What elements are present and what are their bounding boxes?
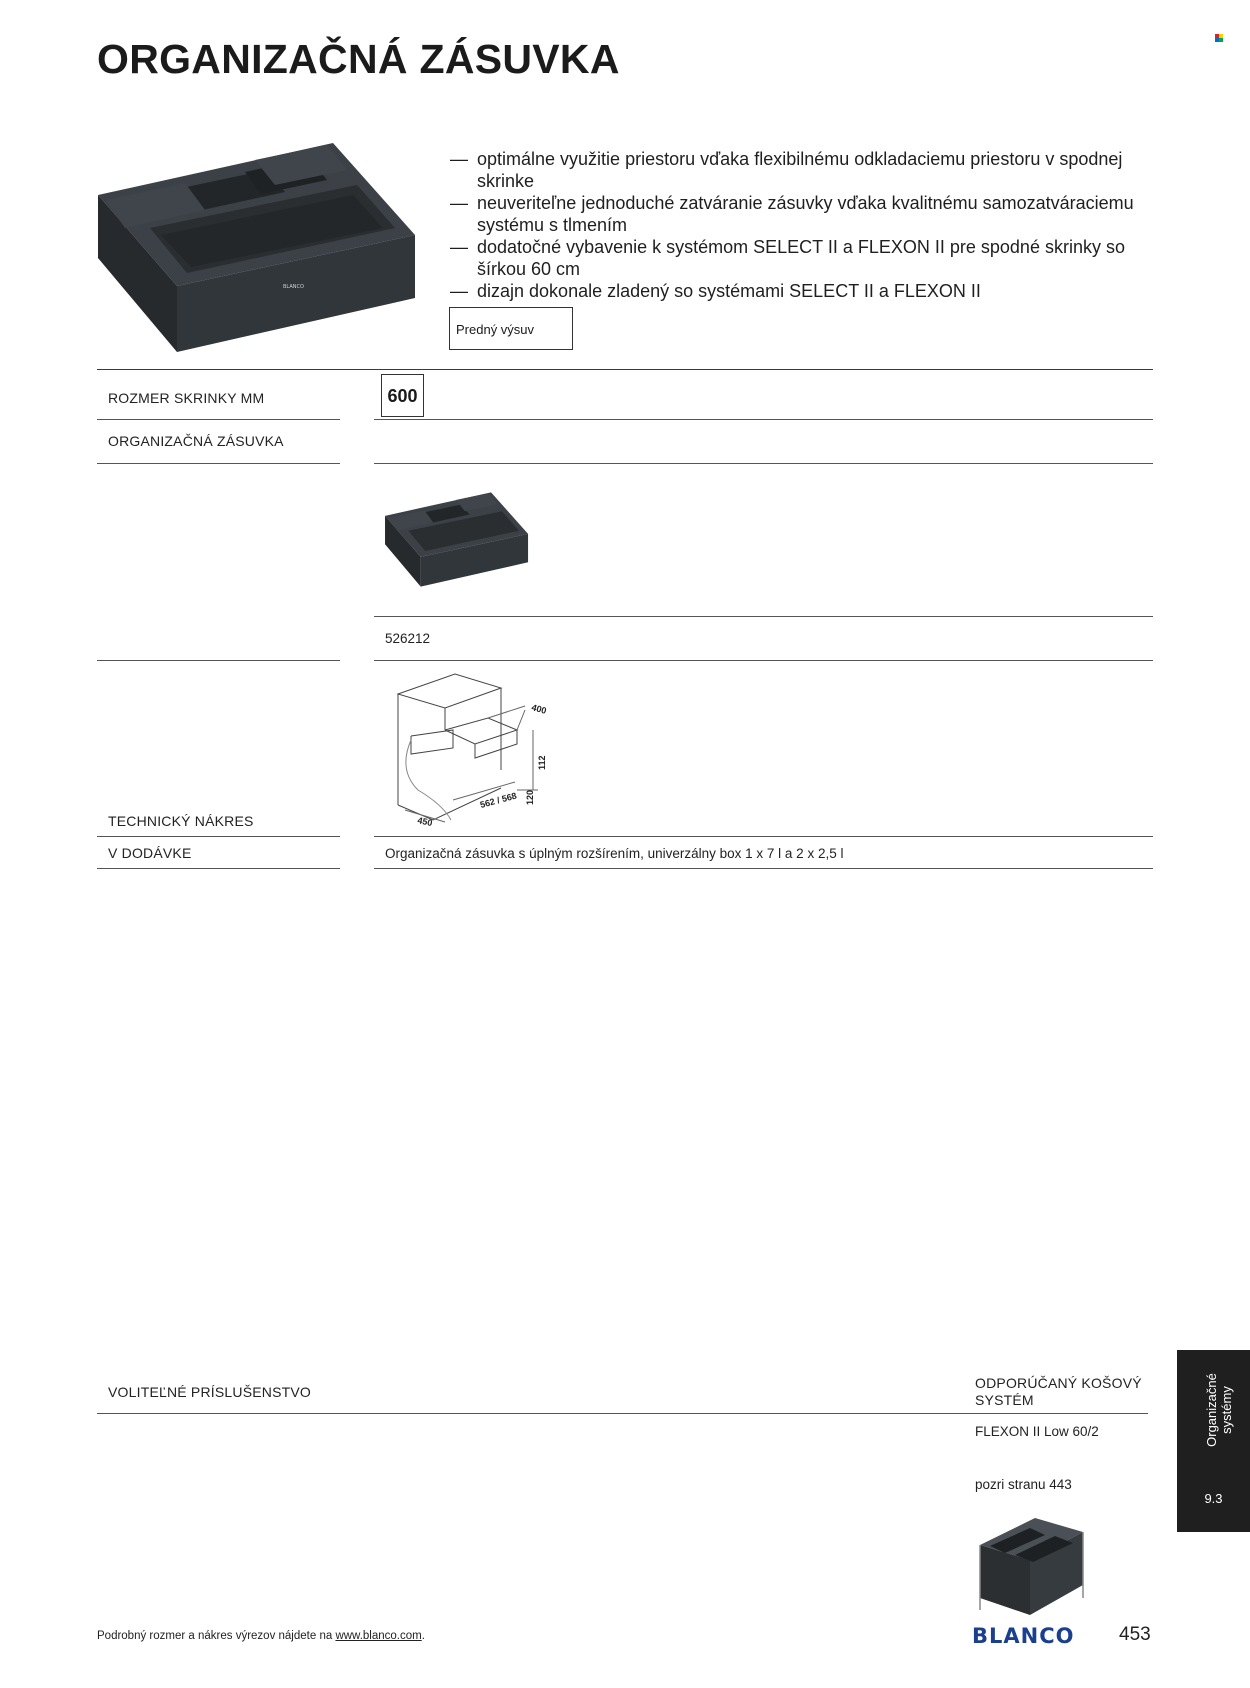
row-rule — [97, 868, 340, 869]
feature-item: — optimálne využitie priestoru vďaka flexibilnému odkladaciemu priestoru v spodnej skrinke — [450, 148, 1160, 192]
row-rule — [374, 419, 1153, 420]
organizer-drawer-thumbnail — [383, 491, 531, 588]
row-rule — [374, 868, 1153, 869]
row-rule — [374, 836, 1153, 837]
dimension-base: 450 — [416, 815, 434, 829]
footer-note — [97, 1630, 425, 1642]
page-number: 453 — [1119, 1624, 1151, 1645]
row-rule — [374, 463, 1153, 464]
optional-accessories-label: VOLITEĽNÉ PRÍSLUŠENSTVO — [108, 1384, 311, 1400]
flexon-basket-image — [975, 1510, 1085, 1617]
row-rule — [97, 836, 340, 837]
brand-mark: BLANCO — [283, 284, 304, 290]
dimension-drawer: 120 — [525, 789, 535, 805]
row-rule — [97, 463, 340, 464]
row-rule — [374, 660, 1153, 661]
row-rule — [97, 660, 340, 661]
technical-drawing — [393, 670, 568, 830]
delivery-label: V DODÁVKE — [108, 845, 192, 861]
article-number: 526212 — [385, 631, 431, 646]
page-title: ORGANIZAČNÁ ZÁSUVKA — [97, 36, 620, 82]
color-mark-icon — [1215, 34, 1224, 43]
accessories-rule — [97, 1413, 935, 1414]
see-page-link[interactable]: pozri stranu 443 — [975, 1477, 1072, 1492]
organizer-drawer-image — [95, 140, 420, 355]
feature-item: — dodatočné vybavenie k systémom SELECT II a FLEXON II pre spodné skrinky so šírkou 60 cm — [450, 236, 1160, 280]
recommended-rule — [934, 1413, 1148, 1414]
product-label: ORGANIZAČNÁ ZÁSUVKA — [108, 433, 284, 449]
chapter-tab — [1177, 1350, 1250, 1532]
delivery-value: Organizačná zásuvka s úplným rozšírením, univerzálny box 1 x 7 l a 2 x 2,5 l — [385, 846, 844, 861]
brand-logo: BLANCO — [972, 1624, 1075, 1648]
row-rule — [97, 419, 340, 420]
recommended-system-label: ODPORÚČANÝ KOŠOVÝ SYSTÉM — [975, 1375, 1142, 1408]
recommended-item: FLEXON II Low 60/2 — [975, 1424, 1099, 1439]
dimension-height: 112 — [537, 755, 547, 770]
technical-drawing-label: TECHNICKÝ NÁKRES — [108, 813, 254, 829]
cabinet-size-label: ROZMER SKRINKY MM — [108, 390, 265, 406]
footer-end: . — [421, 1630, 425, 1642]
footer-link[interactable]: www.blanco.com — [335, 1630, 422, 1642]
front-pullout-badge: Predný výsuv — [449, 307, 573, 350]
row-rule — [374, 616, 1153, 617]
chapter-tab-number: 9.3 — [1204, 1491, 1223, 1506]
feature-list — [450, 148, 1160, 302]
dimension-width: 400 — [530, 702, 548, 716]
feature-item: — neuveriteľne jednoduché zatváranie zásuvky vďaka kvalitnému samozatváraciemu systému s tlmením — [450, 192, 1160, 236]
cabinet-size-value: 600 — [381, 374, 424, 417]
table-top-rule — [97, 369, 1153, 370]
chapter-tab-label: Organizačné systémy — [1204, 1373, 1234, 1447]
dimension-depth: 562 / 568 — [478, 790, 518, 810]
feature-item: — dizajn dokonale zladený so systémami SELECT II a FLEXON II — [450, 280, 1160, 302]
footer-text: Podrobný rozmer a nákres výrezov nájdete na — [97, 1630, 333, 1642]
